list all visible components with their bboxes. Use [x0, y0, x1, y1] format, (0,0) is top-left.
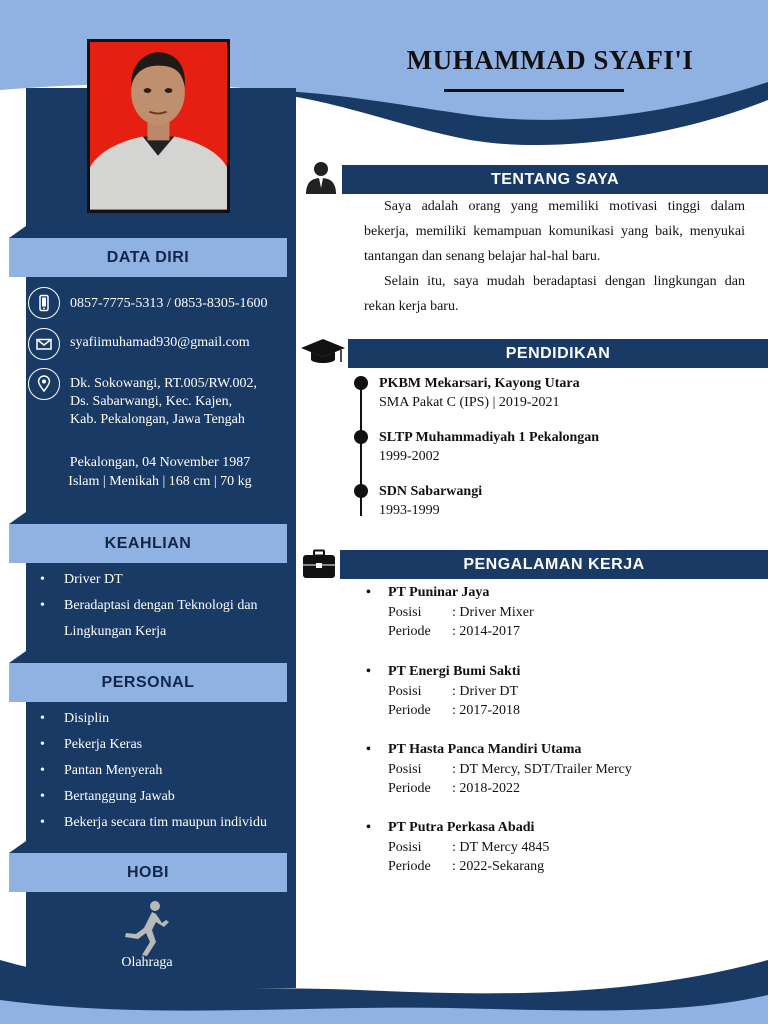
address-line-1: Dk. Sokowangi, RT.005/RW.002, [70, 376, 258, 391]
email-icon [28, 328, 60, 360]
posisi-label: Posisi [388, 762, 422, 777]
job-position: : DT Mercy 4845 [452, 840, 550, 855]
personal-info: Islam | Menikah | 168 cm | 70 kg [68, 474, 252, 489]
job-entry [364, 742, 754, 800]
section-header-tentang-saya: TENTANG SAYA [342, 165, 768, 194]
job-period: : 2017-2018 [452, 703, 521, 718]
list-item: • Bertanggung Jawab [40, 784, 290, 810]
about-text [364, 194, 745, 319]
portrait-photo [90, 42, 227, 210]
graduation-cap-icon [300, 336, 346, 366]
posisi-label: Posisi [388, 684, 422, 699]
birth-info: Pekalongan, 04 November 1987 [69, 455, 251, 470]
candidate-name: MUHAMMAD SYAFI'I [406, 45, 694, 75]
location-pin-icon [28, 368, 60, 400]
periode-label: Periode [388, 703, 431, 718]
email-text: syafiimuhamad930@gmail.com [70, 335, 250, 350]
list-item: • Pantan Menyerah [40, 758, 290, 784]
job-entry [364, 664, 754, 722]
hobby-label: Olahraga [121, 955, 173, 970]
job-company: • PT Energi Bumi Sakti [364, 664, 754, 684]
person-icon [304, 160, 338, 194]
list-item: • Beradaptasi dengan Teknologi dan Lingkungan Kerja [40, 593, 290, 645]
timeline-dot [354, 376, 368, 390]
education-school: SDN Sabarwangi [379, 484, 483, 499]
list-item: • Disiplin [40, 706, 290, 732]
job-company: • PT Hasta Panca Mandiri Utama [364, 742, 754, 762]
contact-address [28, 368, 257, 429]
periode-label: Periode [388, 859, 431, 874]
contact-phone [28, 287, 268, 319]
posisi-label: Posisi [388, 605, 422, 620]
briefcase-icon [302, 549, 336, 579]
phone-icon [28, 287, 60, 319]
job-position: : Driver Mixer [452, 605, 534, 620]
phone-text: 0857-7775-5313 / 0853-8305-1600 [70, 296, 268, 311]
list-item: • Driver DT [40, 567, 290, 593]
job-company: • PT Puninar Jaya [364, 585, 754, 605]
periode-label: Periode [388, 624, 431, 639]
timeline-dot [354, 430, 368, 444]
contact-email [28, 328, 250, 360]
education-school: PKBM Mekarsari, Kayong Utara [379, 376, 580, 391]
timeline-dot [354, 484, 368, 498]
section-header-keahlian: KEAHLIAN [9, 524, 287, 563]
job-position: : Driver DT [452, 684, 519, 699]
address-line-3: Kab. Pekalongan, Jawa Tengah [70, 412, 245, 427]
about-paragraph-1: Saya adalah orang yang memiliki motivasi tinggi dalam bekerja, memiliki kemampuan komunikasi yang baik, menyukai tantangan dan senang belajar hal-hal baru. [364, 199, 745, 264]
job-period: : 2018-2022 [452, 781, 521, 796]
job-entry [364, 585, 754, 643]
address-line-2: Ds. Sabarwangi, Kec. Kajen, [70, 394, 233, 409]
job-position: : DT Mercy, SDT/Trailer Mercy [452, 762, 632, 777]
job-period: : 2014-2017 [452, 624, 521, 639]
job-company: • PT Putra Perkasa Abadi [364, 820, 754, 840]
education-school: SLTP Muhammadiyah 1 Pekalongan [379, 430, 600, 445]
profile-photo [87, 39, 230, 213]
section-header-hobi: HOBI [9, 853, 287, 892]
list-item: • Pekerja Keras [40, 732, 290, 758]
section-header-personal: PERSONAL [9, 663, 287, 702]
education-detail: 1993-1999 [379, 503, 440, 518]
personal-list [40, 706, 290, 836]
posisi-label: Posisi [388, 840, 422, 855]
about-paragraph-2: Selain itu, saya mudah beradaptasi dengan lingkungan dan rekan kerja baru. [364, 274, 745, 314]
section-header-pengalaman-kerja: PENGALAMAN KERJA [340, 550, 768, 579]
section-header-data-diri: DATA DIRI [9, 238, 287, 277]
section-header-pendidikan: PENDIDIKAN [348, 339, 768, 368]
periode-label: Periode [388, 781, 431, 796]
runner-icon [122, 900, 172, 956]
education-detail: 1999-2002 [379, 449, 440, 464]
job-period: : 2022-Sekarang [452, 859, 545, 874]
education-detail: SMA Pakat C (IPS) | 2019-2021 [379, 395, 560, 410]
skills-list [40, 567, 290, 645]
job-entry [364, 820, 754, 878]
name-underline [444, 89, 624, 92]
list-item: • Bekerja secara tim maupun individu [40, 810, 290, 836]
